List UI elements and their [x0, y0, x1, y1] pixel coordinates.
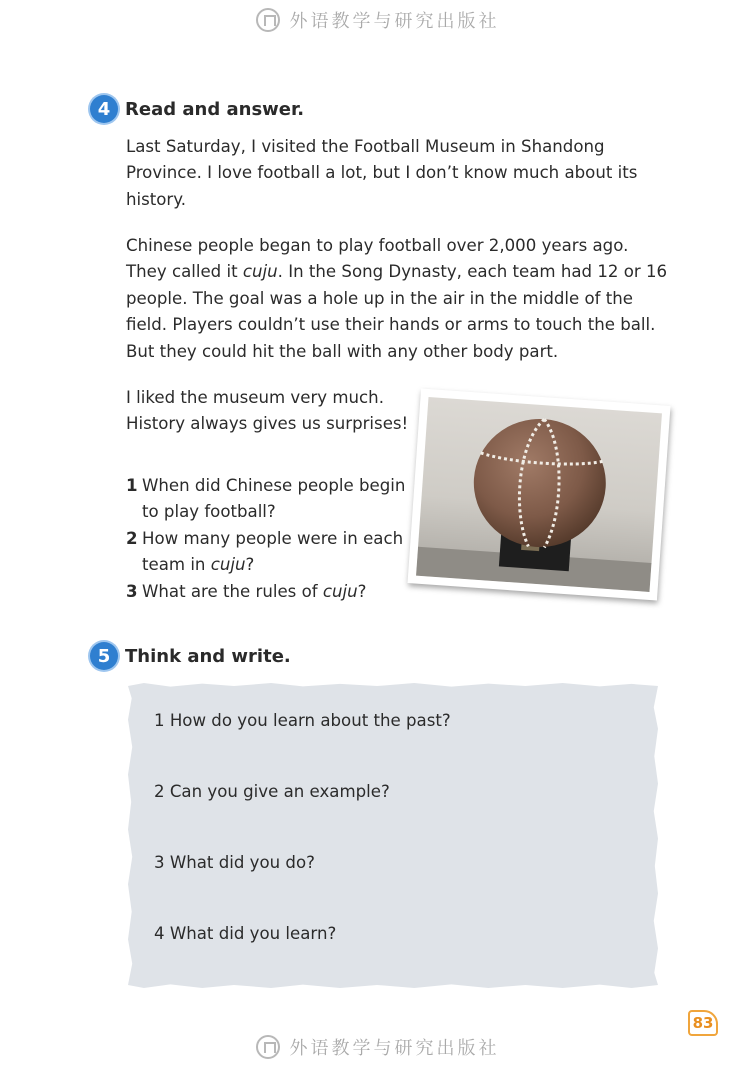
section-5-heading — [90, 641, 291, 671]
section-number-badge: 5 — [90, 642, 118, 670]
question-item: 3 What are the rules of cuju? — [126, 581, 367, 601]
question-item: 1 When did Chinese people begin to play football? — [126, 476, 406, 522]
cuju-ball-photo — [408, 389, 671, 601]
section-4-heading — [90, 94, 304, 124]
section-title: Think and write. — [125, 645, 291, 667]
header-watermark — [0, 0, 755, 40]
paragraph-conclusion: I liked the museum very much. History always gives us surprises! — [126, 388, 409, 434]
cuju-ball-icon — [416, 397, 662, 592]
publisher-name: 外语教学与研究出版社 — [289, 11, 500, 32]
paragraph-intro: Last Saturday, I visited the Football Museum in Shandong Province. I love football a lot, but I don’t know much about its history. — [126, 137, 638, 209]
publisher-logo-icon — [256, 1035, 280, 1059]
footer-watermark — [0, 1027, 755, 1067]
section-number-badge: 4 — [90, 95, 118, 123]
writing-question: 2 Can you give an example? — [154, 782, 390, 801]
publisher-logo-icon — [256, 8, 280, 32]
writing-question: 4 What did you learn? — [154, 924, 337, 943]
term-cuju: cuju — [242, 262, 278, 282]
page-number: 83 — [688, 1010, 718, 1036]
question-item: 2 How many people were in each team in cuju? — [126, 528, 404, 575]
publisher-name: 外语教学与研究出版社 — [289, 1038, 500, 1059]
paragraph-history: Chinese people began to play football over 2,000 years ago. They called it cuju. In the Song Dynasty, each team had 12 or 16 people. The goal was a hole up in the air in the middle of the field. Players couldn’t use their hands or arms to touch the ball. But they could hit the ball with any other body part. — [126, 236, 668, 361]
writing-question: 1 How do you learn about the past? — [154, 711, 451, 730]
comprehension-questions — [126, 473, 426, 605]
section-title: Read and answer. — [125, 98, 305, 120]
writing-question: 3 What did you do? — [154, 853, 315, 872]
